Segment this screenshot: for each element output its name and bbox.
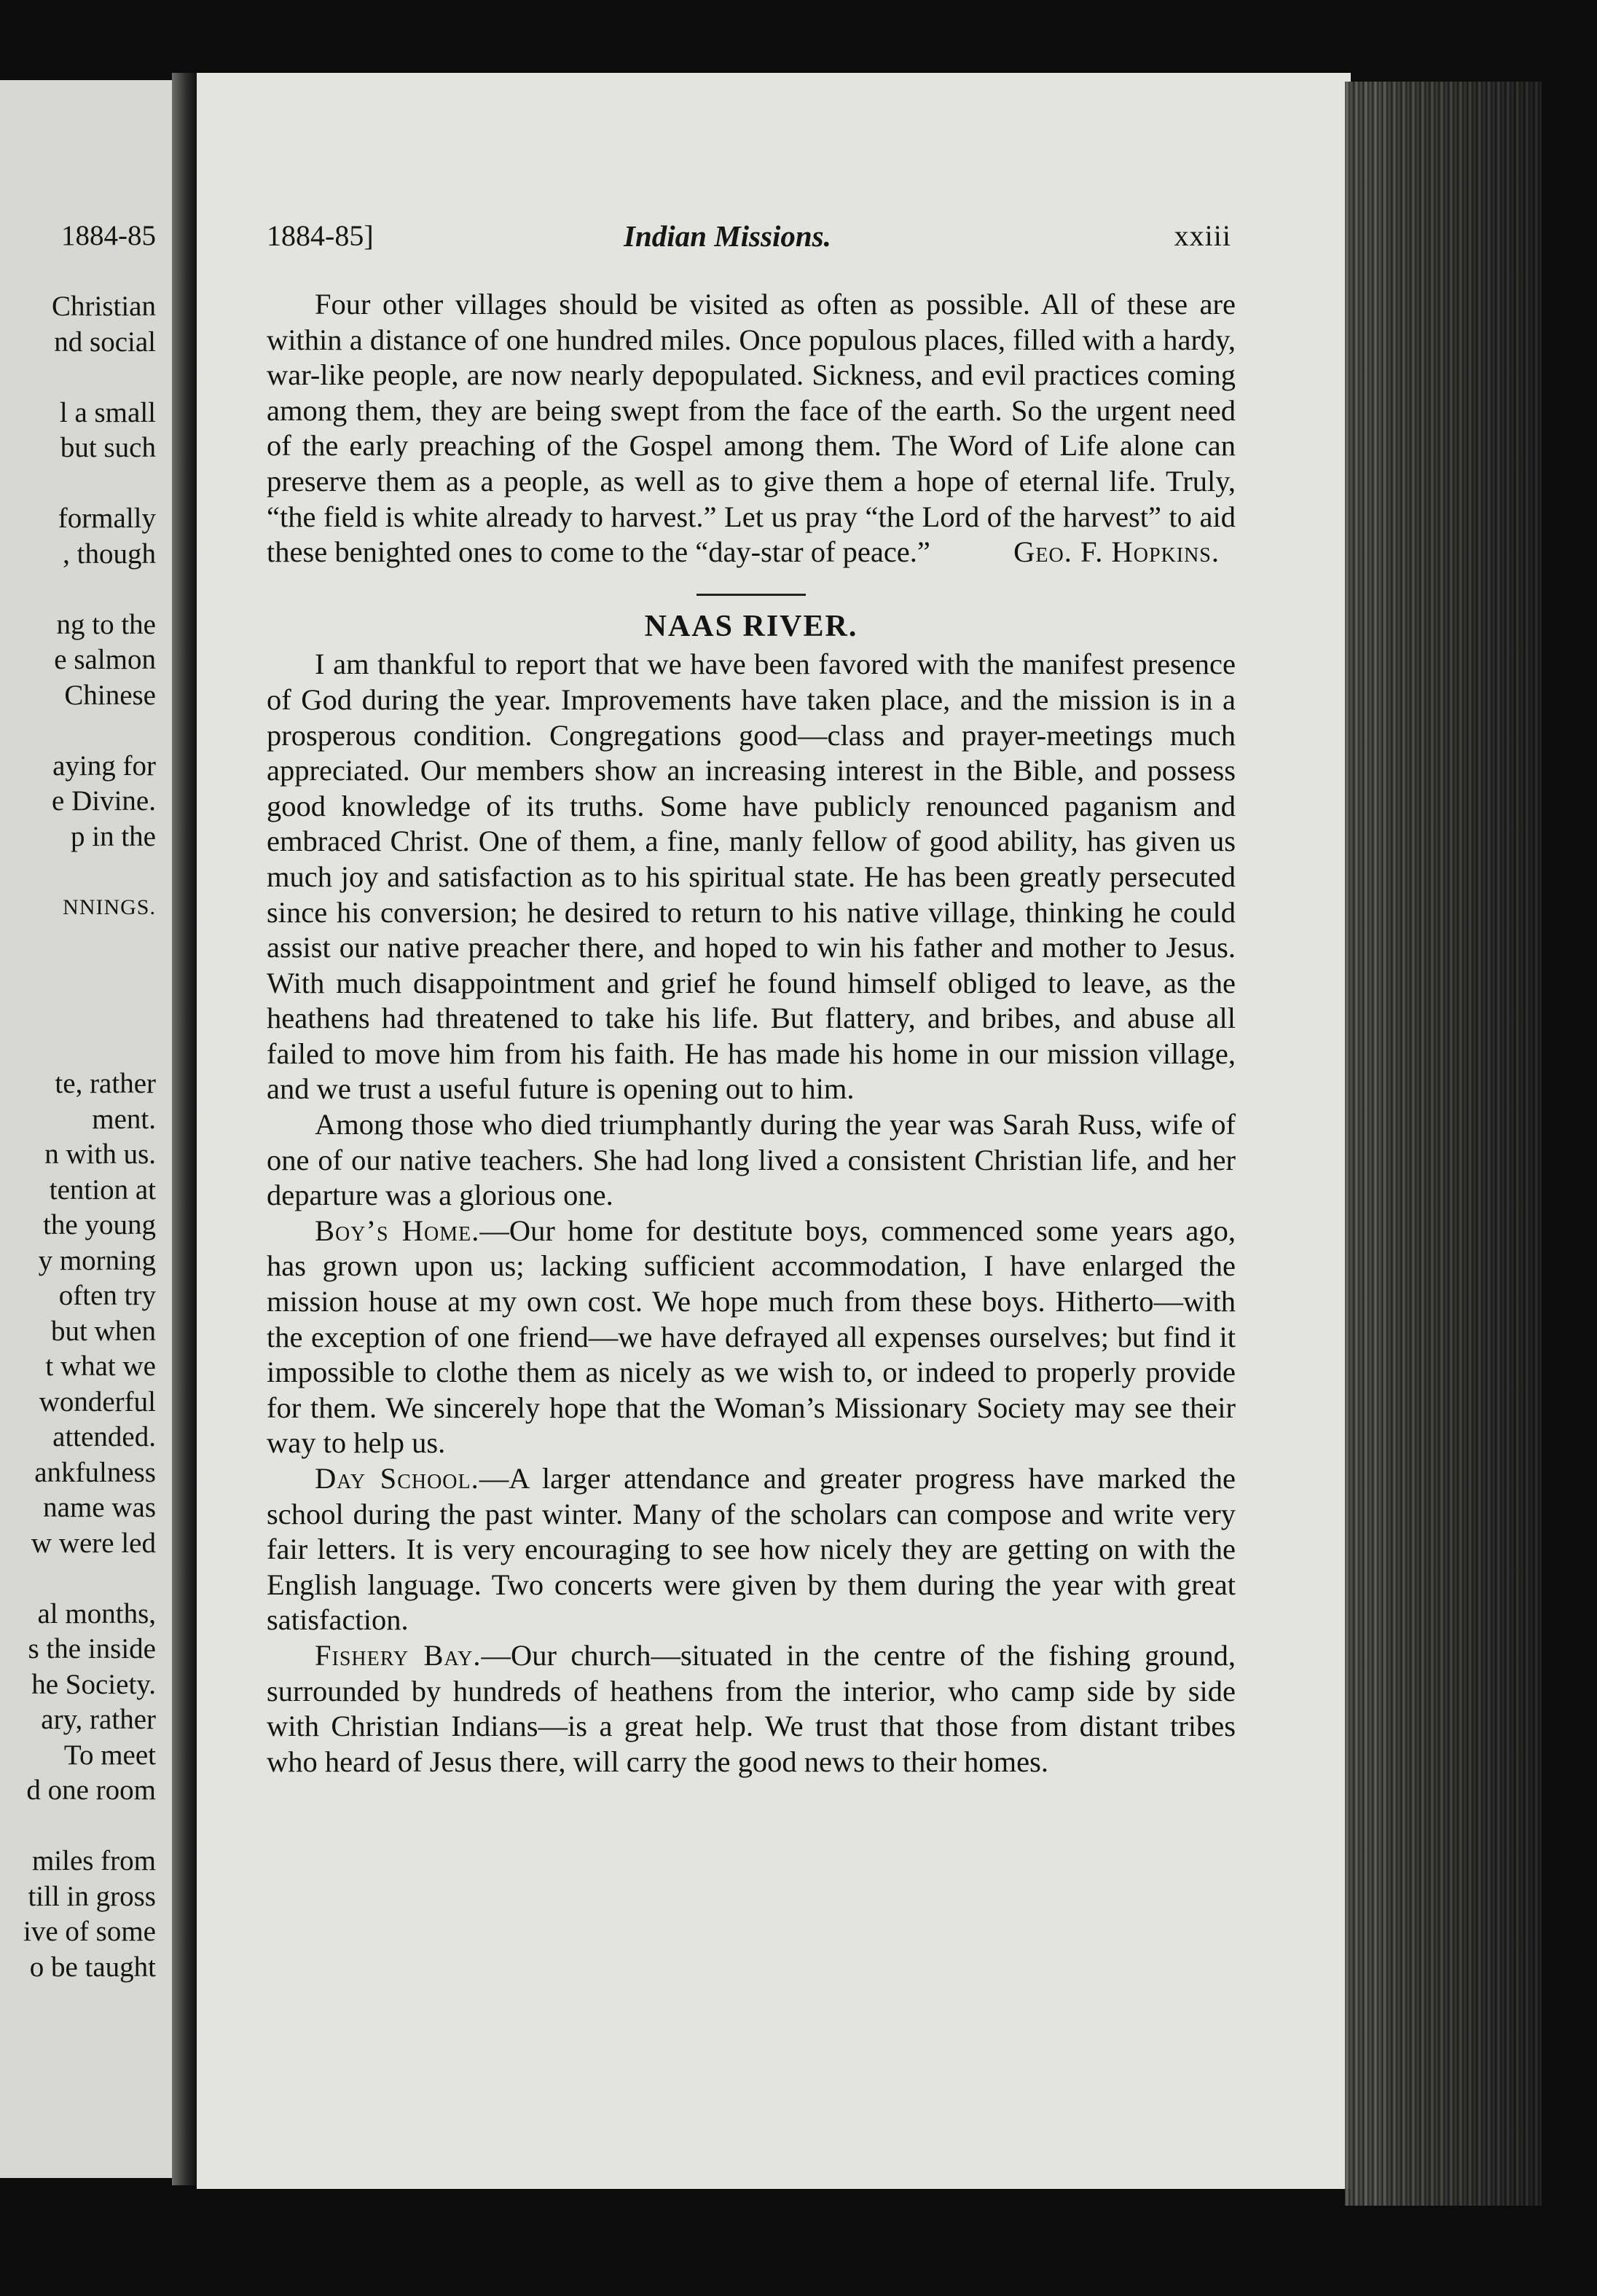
body-paragraph [267, 1107, 1236, 1214]
left-page-line: formally [58, 503, 156, 534]
body-paragraph [267, 647, 1236, 1107]
body-paragraph [267, 1461, 1236, 1638]
left-page-line: wonderful [39, 1385, 156, 1418]
left-page-line [0, 572, 156, 608]
left-page-line [0, 466, 156, 502]
left-page-line: n with us. [44, 1139, 156, 1170]
left-page-line [0, 713, 156, 749]
left-page-line [0, 1809, 156, 1844]
left-page-line: 1884-85 [61, 220, 156, 251]
left-page-line: ment. [92, 1103, 156, 1135]
section-heading: NAAS RIVER. [644, 609, 858, 643]
page-stack-shadow [1384, 82, 1542, 2206]
paragraph-text: I am thankful to report that we have been favored with the manifest presence of God during the year. Improvements have taken place, and the mission is in a prosperous condition. Congregations good—class and prayer-meetings much appreciated. Our members show an increasing interest in the Bible, and possess good knowledge of its truths. Some have publicly renounced paganism and embraced Christ. One of them, a fine, manly fellow of good ability, has given us much joy and satisfaction as to his spiritual state. He has been greatly persecuted since his conversion; he desired to return to his native village, thinking he could assist our native preacher there, and hoped to win his father and mother to Jesus. With much disappointment and grief he found himself obliged to leave, as the heathens had threatened to take his life. But flattery, and bribes, and abuse all failed to move him from his faith. He has made his home in our mission village, and we trust a useful future is opening out to him. [267, 648, 1236, 1106]
body-paragraph [267, 1214, 1236, 1461]
left-page-line: d one room [26, 1774, 156, 1806]
left-page-line [0, 360, 156, 396]
left-page-line: ary, rather [41, 1704, 156, 1735]
left-page-line: Christian [52, 291, 156, 322]
left-page-line [0, 254, 156, 290]
left-page-line: e salmon [54, 644, 156, 675]
left-page-line: ng to the [56, 608, 156, 640]
paragraph-text: —Our home for destitute boys, commenced some years ago, has grown upon us; lacking sufficient accommodation, I have enlarged the mission house at my own cost. We hope much from these boys. Hitherto—with the exception of one friend—we have defrayed all expenses ourselves; but find it impossible to clothe them as nicely as we wish to, or indeed to properly provide for them. We sincerely hope that the Woman’s Missionary Society may see their way to help us. [267, 1214, 1236, 1460]
left-page-line: o be taught [29, 1951, 156, 1983]
left-page-line: ive of some [23, 1916, 156, 1947]
running-header [267, 219, 1231, 256]
left-page-line: nd social [54, 326, 156, 358]
left-page-line: NNINGS. [63, 895, 156, 919]
left-page-line: often try [58, 1280, 156, 1311]
left-page-line [0, 1561, 156, 1597]
left-page-line: tention at [49, 1173, 156, 1206]
left-page-line: the young [43, 1209, 156, 1241]
section-divider [697, 594, 806, 596]
left-page-line: t what we [45, 1351, 156, 1382]
opening-paragraph: Four other villages should be visited as often as possible. All of these are within a distance of one hundred miles. Once populous places, filled with a hardy, war-like people, are now nearly depopulated. Sickness, and evil practices coming among them, they are being swept from the face of the earth. So the urgent need of the early preaching of the Gospel among them. The Word of Life alone can preserve them as a people, as well as to give them a hope of eternal life. Truly, “the field is white already to harvest.” Let us pray “the Lord of the harvest” to aid these benighted ones to come to the “day-star of peace.” [267, 288, 1236, 569]
header-title: Indian Missions. [624, 219, 831, 253]
left-page-line: , though [63, 538, 156, 570]
paragraph-lead-heading: Boy’s Home. [315, 1214, 480, 1247]
left-page-line: aying for [52, 750, 156, 782]
left-page-line: s the inside [28, 1633, 156, 1664]
left-page-line: but such [60, 432, 156, 463]
left-page-line: attended. [52, 1421, 156, 1452]
left-page-line: he Society. [31, 1668, 156, 1700]
left-page-line: p in the [71, 820, 156, 852]
left-page-line: To meet [63, 1739, 156, 1771]
page-body [267, 287, 1236, 1780]
paragraph-text: —Our church—situated in the centre of the fishing ground, surrounded by hundreds of heathens from the interior, who camp side by side with Christian Indians—is a great help. We trust that those from distant tribes who heard of Jesus there, will carry the good news to their homes. [267, 1638, 1236, 1778]
header-year: 1884-85] [267, 219, 374, 252]
left-page-line: Chinese [64, 679, 156, 711]
left-page-line [0, 1031, 156, 1067]
left-page-line: till in gross [28, 1880, 156, 1912]
body-paragraph [267, 1638, 1236, 1780]
left-page-line: w were led [31, 1527, 156, 1559]
paragraph-lead-heading: Fishery Bay. [315, 1638, 482, 1672]
left-page-line: e Divine. [52, 785, 156, 817]
left-page-line: y morning [38, 1244, 156, 1276]
signature: Geo. F. Hopkins. [1013, 535, 1220, 569]
left-page-line: ankfulness [34, 1456, 156, 1488]
left-page-line [0, 925, 156, 961]
left-page-line [0, 961, 156, 996]
left-page-line: l a small [59, 396, 156, 428]
left-page-line: miles from [31, 1845, 156, 1876]
paragraph-text: Among those who died triumphantly during the year was Sarah Russ, wife of one of our native teachers. She had long lived a consistent Christian life, and her departure was a glorious one. [267, 1108, 1236, 1212]
paragraph-lead-heading: Day School. [315, 1462, 479, 1495]
book-gutter [172, 73, 197, 2185]
section-paragraphs [267, 647, 1236, 1780]
left-page-line: al months, [37, 1597, 156, 1629]
left-page-line [0, 854, 156, 890]
left-page-line: but when [50, 1315, 156, 1347]
left-page-text-fragments [0, 219, 156, 1985]
left-page-line: te, rather [55, 1068, 156, 1099]
left-page-line: name was [43, 1492, 156, 1523]
paragraph-text: —A larger attendance and greater progress have marked the school during the past winter. Many of the scholars can compose and write very fair letters. It is very encouraging to see how nicely they are getting on with the English language. Two concerts were given by them during the year with great satisfaction. [267, 1462, 1236, 1637]
page-number: xxiii [1174, 219, 1231, 252]
left-page-line [0, 996, 156, 1031]
